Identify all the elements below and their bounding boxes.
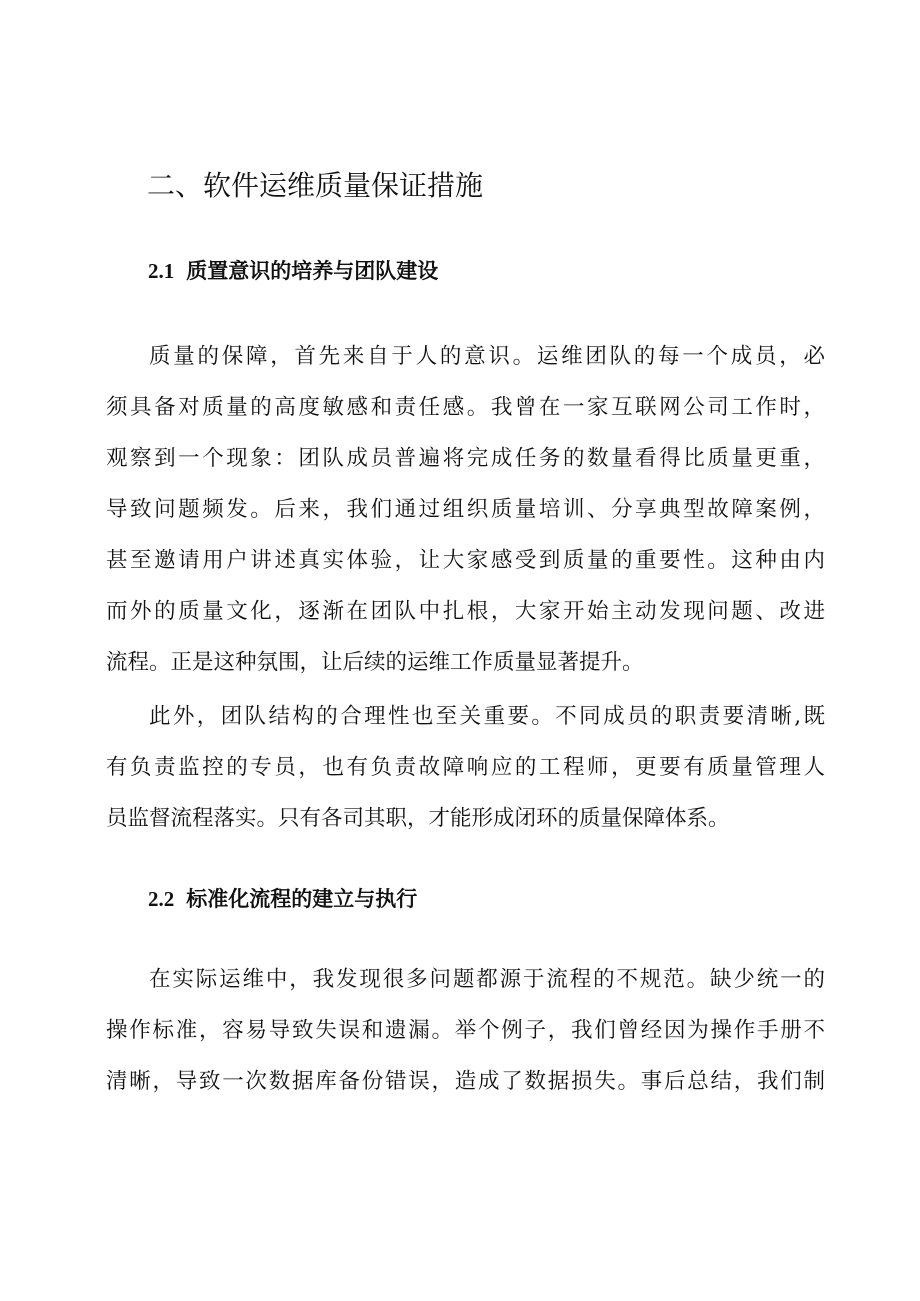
subsection-heading-2-1	[148, 256, 438, 286]
section-title: 二、软件运维质量保证措施	[147, 169, 484, 202]
subsection-title: 质置意识的培养与团队建设	[186, 259, 439, 283]
paragraph-line: 质量的保障，首先来自于人的意识。运维团队的每一个成员，必	[149, 344, 825, 369]
subsection-heading-2-2	[148, 884, 417, 914]
paragraph-line: 有负责监控的专员，也有负责故障响应的工程师，更要有质量管理人	[106, 755, 825, 780]
paragraph-team-structure	[106, 691, 825, 844]
paragraph-line: 操作标准，容易导致失误和遗漏。举个例子，我们曾经因为操作手册不	[106, 1018, 825, 1043]
paragraph-standard-process	[106, 954, 825, 1107]
paragraph-line: 而外的质量文化，逐渐在团队中扎根，大家开始主动发现问题、改进	[106, 599, 825, 624]
paragraph-line: 清晰，导致一次数据库备份错误，造成了数据损失。事后总结，我们制	[106, 1069, 825, 1094]
subsection-number: 2.1	[148, 259, 175, 283]
paragraph-line: 在实际运维中，我发现很多问题都源于流程的不规范。缺少统一的	[149, 967, 825, 992]
paragraph-line: 导致问题频发。后来，我们通过组织质量培训、分享典型故障案例，	[106, 497, 825, 522]
paragraph-line: 员监督流程落实。只有各司其职，才能形成闭环的质量保障体系。	[106, 806, 730, 831]
paragraph-line: 观察到一个现象：团队成员普遍将完成任务的数量看得比质量更重，	[106, 446, 825, 471]
paragraph-line: 须具备对质量的高度敏感和责任感。我曾在一家互联网公司工作时，	[106, 395, 825, 420]
subsection-title: 标准化流程的建立与执行	[186, 887, 418, 911]
paragraph-line: 此外，团队结构的合理性也至关重要。不同成员的职责要清晰,既	[149, 704, 825, 729]
paragraph-line: 流程。正是这种氛围，让后续的运维工作质量显著提升。	[106, 650, 644, 675]
paragraph-line: 甚至邀请用户讲述真实体验，让大家感受到质量的重要性。这种由内	[106, 548, 825, 573]
subsection-number: 2.2	[148, 887, 175, 911]
paragraph-quality-awareness	[106, 331, 825, 688]
